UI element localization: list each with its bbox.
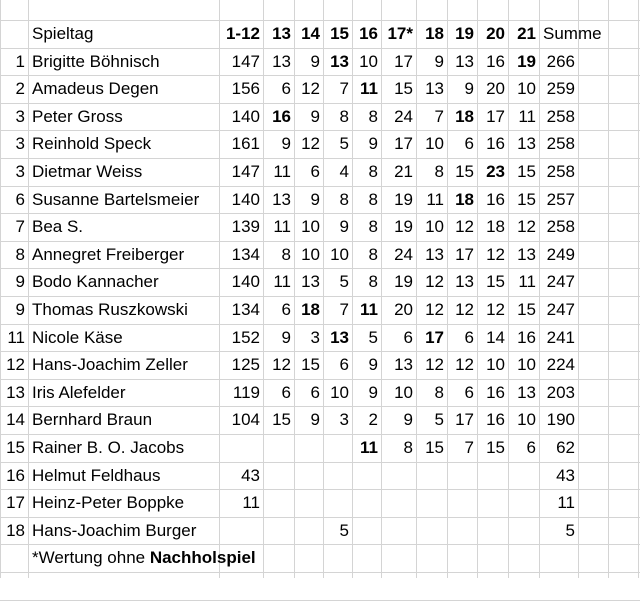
sum-cell: 249 [546, 245, 575, 264]
score-cell [508, 462, 539, 489]
score-cell: 3 [310, 328, 320, 347]
score-cell: 8 [368, 245, 378, 264]
score-cell: 134 [231, 300, 260, 319]
score-cell [381, 489, 416, 516]
header-col-2: 14 [301, 24, 320, 43]
score-cell: 6 [281, 300, 291, 319]
player-name: Bea S. [32, 217, 84, 236]
score-cell: 13 [517, 383, 536, 402]
score-cell: 14 [486, 328, 505, 347]
score-cell: 17 [394, 134, 413, 153]
score-cell: 24 [394, 107, 413, 126]
score-cell: 12 [517, 217, 536, 236]
sum-cell: 241 [546, 328, 575, 347]
score-cell [263, 434, 294, 461]
score-cell: 11 [360, 300, 378, 319]
score-cell: 7 [464, 438, 474, 457]
score-cell [477, 489, 508, 516]
score-cell: 24 [394, 245, 413, 264]
score-cell: 12 [425, 300, 444, 319]
sum-cell: 258 [546, 134, 575, 153]
score-cell: 9 [403, 410, 413, 429]
score-cell: 147 [231, 52, 260, 71]
score-cell: 140 [231, 107, 260, 126]
score-cell: 12 [425, 272, 444, 291]
score-cell: 12 [486, 245, 505, 264]
score-cell: 12 [425, 355, 444, 374]
score-cell: 8 [339, 190, 349, 209]
header-col-5: 17* [387, 24, 413, 43]
score-cell: 13 [272, 190, 291, 209]
score-cell: 16 [517, 328, 536, 347]
score-cell: 13 [455, 52, 474, 71]
score-cell: 15 [486, 438, 505, 457]
score-cell: 10 [425, 134, 444, 153]
score-cell: 13 [272, 52, 291, 71]
sum-cell: 257 [546, 190, 575, 209]
rank-cell: 14 [6, 410, 25, 429]
score-cell [477, 462, 508, 489]
score-cell: 12 [301, 79, 320, 98]
sum-cell: 203 [546, 383, 575, 402]
score-cell: 11 [273, 162, 291, 181]
score-cell: 8 [434, 383, 444, 402]
score-cell: 10 [330, 383, 349, 402]
score-cell: 10 [359, 52, 378, 71]
score-cell: 21 [394, 162, 413, 181]
score-cell: 5 [434, 410, 444, 429]
player-name: Peter Gross [32, 107, 123, 126]
player-name: Susanne Bartelsmeier [32, 190, 200, 209]
score-cell [416, 462, 447, 489]
score-cell [219, 517, 263, 544]
score-cell: 10 [394, 383, 413, 402]
score-cell: 9 [281, 328, 291, 347]
score-cell: 6 [464, 134, 474, 153]
player-name: Dietmar Weiss [32, 162, 143, 181]
score-cell: 17 [394, 52, 413, 71]
score-cell: 9 [368, 355, 378, 374]
score-cell: 161 [231, 134, 260, 153]
score-cell [381, 517, 416, 544]
score-cell: 8 [368, 190, 378, 209]
score-cell: 15 [517, 190, 536, 209]
score-cell: 10 [330, 245, 349, 264]
score-cell: 11 [273, 272, 291, 291]
footnote-text: *Wertung ohne [32, 548, 150, 567]
score-cell: 12 [272, 355, 291, 374]
score-cell: 156 [231, 79, 260, 98]
score-cell: 11 [518, 107, 536, 126]
rank-cell: 16 [6, 466, 25, 485]
score-cell: 7 [339, 300, 349, 319]
sum-cell: 247 [546, 300, 575, 319]
score-cell: 13 [330, 52, 349, 71]
score-cell: 8 [281, 245, 291, 264]
score-cell: 17 [455, 410, 474, 429]
rank-cell: 3 [15, 162, 25, 181]
rank-cell: 13 [6, 383, 25, 402]
sum-cell: 43 [556, 466, 575, 485]
sum-cell: 11 [557, 493, 575, 512]
score-cell: 6 [281, 79, 291, 98]
score-cell: 12 [455, 300, 474, 319]
header-summe: Summe [543, 24, 602, 43]
score-cell [477, 517, 508, 544]
score-cell [263, 462, 294, 489]
score-cell: 16 [486, 134, 505, 153]
score-cell: 13 [394, 355, 413, 374]
sum-cell: 5 [565, 521, 575, 540]
score-cell: 13 [455, 272, 474, 291]
score-cell: 16 [486, 410, 505, 429]
grid-line [578, 0, 579, 578]
score-cell: 20 [486, 79, 505, 98]
score-cell [447, 489, 477, 516]
rank-cell: 3 [15, 134, 25, 153]
score-cell: 104 [231, 410, 260, 429]
score-cell: 8 [339, 107, 349, 126]
score-cell: 8 [368, 217, 378, 236]
score-cell: 13 [330, 328, 349, 347]
score-cell: 8 [434, 162, 444, 181]
score-cell [323, 462, 352, 489]
score-cell: 20 [394, 300, 413, 319]
rank-cell: 15 [6, 438, 25, 457]
header-col-9: 21 [517, 24, 536, 43]
score-cell [447, 517, 477, 544]
score-cell: 7 [339, 79, 349, 98]
score-cell: 6 [281, 383, 291, 402]
player-name: Reinhold Speck [32, 134, 152, 153]
score-cell: 18 [455, 190, 474, 209]
score-cell [263, 517, 294, 544]
score-cell: 6 [310, 383, 320, 402]
score-cell [294, 462, 323, 489]
score-cell: 6 [339, 355, 349, 374]
score-cell [381, 462, 416, 489]
player-name: Helmut Feldhaus [32, 466, 161, 485]
score-cell: 9 [368, 134, 378, 153]
sum-cell: 259 [546, 79, 575, 98]
score-cell: 13 [425, 79, 444, 98]
score-cell: 15 [517, 162, 536, 181]
score-cell [294, 489, 323, 516]
score-cell: 13 [301, 272, 320, 291]
rank-cell: 11 [7, 328, 25, 347]
grid-line [608, 0, 609, 578]
score-cell: 12 [455, 355, 474, 374]
score-cell: 9 [281, 134, 291, 153]
grid-line [0, 572, 640, 573]
score-cell: 7 [434, 107, 444, 126]
score-cell: 10 [517, 355, 536, 374]
score-cell: 15 [517, 300, 536, 319]
score-cell: 16 [486, 383, 505, 402]
score-cell: 15 [486, 272, 505, 291]
score-cell: 9 [310, 410, 320, 429]
rank-cell: 3 [15, 107, 25, 126]
rank-cell: 6 [15, 190, 25, 209]
rank-cell: 9 [15, 300, 25, 319]
score-cell [447, 462, 477, 489]
score-cell: 11 [360, 79, 378, 98]
score-cell: 19 [517, 52, 536, 71]
score-cell: 9 [310, 190, 320, 209]
score-cell: 15 [425, 438, 444, 457]
footnote-bold-text: Nachholspiel [149, 548, 256, 567]
score-cell: 6 [464, 328, 474, 347]
score-cell: 6 [464, 383, 474, 402]
score-cell: 9 [310, 107, 320, 126]
score-cell [323, 434, 352, 461]
sum-cell: 247 [546, 272, 575, 291]
player-name: Thomas Ruszkowski [32, 300, 188, 319]
rank-cell: 2 [15, 79, 25, 98]
score-cell: 8 [368, 162, 378, 181]
rank-cell: 8 [15, 245, 25, 264]
score-cell: 6 [403, 328, 413, 347]
score-cell: 19 [394, 217, 413, 236]
score-cell: 152 [231, 328, 260, 347]
score-cell: 16 [486, 190, 505, 209]
score-cell: 18 [486, 217, 505, 236]
score-cell: 43 [241, 466, 260, 485]
rank-cell: 18 [6, 521, 25, 540]
score-cell: 11 [518, 272, 536, 291]
header-col-4: 16 [359, 24, 378, 43]
header-col-8: 20 [486, 24, 505, 43]
score-cell [294, 517, 323, 544]
score-cell: 4 [339, 162, 349, 181]
player-name: Hans-Joachim Zeller [32, 355, 188, 374]
score-cell: 2 [368, 410, 378, 429]
score-cell: 5 [339, 134, 349, 153]
score-cell: 16 [272, 107, 291, 126]
header-col-3: 15 [330, 24, 349, 43]
score-cell [416, 489, 447, 516]
score-cell: 8 [403, 438, 413, 457]
score-cell: 12 [455, 217, 474, 236]
score-cell: 8 [368, 272, 378, 291]
score-cell [352, 489, 381, 516]
score-cell: 12 [486, 300, 505, 319]
score-cell: 10 [301, 245, 320, 264]
score-cell: 125 [231, 355, 260, 374]
score-cell: 11 [360, 438, 378, 457]
score-cell: 6 [526, 438, 536, 457]
score-cell: 18 [301, 300, 320, 319]
sum-cell: 190 [546, 410, 575, 429]
score-cell [323, 489, 352, 516]
score-cell: 10 [301, 217, 320, 236]
score-cell: 17 [425, 328, 444, 347]
score-cell [352, 462, 381, 489]
score-cell: 11 [273, 217, 291, 236]
sum-cell: 258 [546, 162, 575, 181]
player-name: Rainer B. O. Jacobs [32, 438, 185, 457]
player-name: Bernhard Braun [32, 410, 153, 429]
score-cell: 5 [339, 521, 349, 540]
rank-cell: 7 [15, 217, 25, 236]
score-cell: 9 [339, 217, 349, 236]
score-cell: 134 [231, 245, 260, 264]
score-cell: 18 [455, 107, 474, 126]
score-cell: 140 [231, 272, 260, 291]
score-cell: 15 [394, 79, 413, 98]
sum-cell: 258 [546, 107, 575, 126]
score-cell: 140 [231, 190, 260, 209]
header-col-1: 13 [272, 24, 291, 43]
score-cell: 147 [231, 162, 260, 181]
score-cell: 10 [517, 79, 536, 98]
score-cell: 10 [517, 410, 536, 429]
score-cell [508, 517, 539, 544]
score-cell: 5 [339, 272, 349, 291]
score-cell: 9 [464, 79, 474, 98]
sum-cell: 62 [556, 438, 575, 457]
score-cell: 23 [486, 162, 505, 181]
player-name: Nicole Käse [32, 328, 123, 347]
score-cell [294, 434, 323, 461]
player-name: Annegret Freiberger [32, 245, 185, 264]
score-cell: 12 [301, 134, 320, 153]
rank-cell: 9 [15, 272, 25, 291]
score-cell [219, 434, 263, 461]
rank-cell: 1 [15, 52, 25, 71]
player-name: Hans-Joachim Burger [32, 521, 197, 540]
score-cell: 15 [272, 410, 291, 429]
score-cell: 139 [231, 217, 260, 236]
sum-cell: 258 [546, 217, 575, 236]
header-col-0: 1-12 [225, 24, 260, 43]
score-cell: 13 [517, 134, 536, 153]
sum-cell: 224 [546, 355, 575, 374]
score-cell: 5 [368, 328, 378, 347]
score-cell: 13 [425, 245, 444, 264]
score-cell: 6 [310, 162, 320, 181]
score-cell: 19 [394, 272, 413, 291]
score-cell [508, 489, 539, 516]
score-cell [416, 517, 447, 544]
score-cell: 15 [455, 162, 474, 181]
score-cell: 3 [339, 410, 349, 429]
player-name: Heinz-Peter Boppke [32, 493, 185, 512]
score-cell: 9 [310, 52, 320, 71]
score-cell: 119 [232, 383, 260, 402]
score-cell: 19 [394, 190, 413, 209]
header-spieltag: Spieltag [32, 24, 94, 43]
score-cell: 11 [242, 493, 260, 512]
score-cell [352, 517, 381, 544]
score-cell: 15 [301, 355, 320, 374]
rank-cell: 17 [6, 493, 25, 512]
sum-cell: 266 [546, 52, 575, 71]
score-cell: 9 [368, 383, 378, 402]
player-name: Brigitte Böhnisch [32, 52, 160, 71]
score-cell: 9 [434, 52, 444, 71]
score-cell [263, 489, 294, 516]
header-col-7: 19 [455, 24, 474, 43]
header-col-6: 18 [425, 24, 444, 43]
footnote [28, 544, 378, 571]
grid-line [638, 0, 639, 578]
score-cell: 13 [517, 245, 536, 264]
score-cell: 10 [486, 355, 505, 374]
player-name: Iris Alefelder [32, 383, 126, 402]
player-name: Amadeus Degen [32, 79, 159, 98]
score-cell: 17 [486, 107, 505, 126]
score-cell: 11 [426, 190, 444, 209]
rank-cell: 12 [6, 355, 25, 374]
score-cell: 17 [455, 245, 474, 264]
player-name: Bodo Kannacher [32, 272, 159, 291]
score-cell: 16 [486, 52, 505, 71]
score-cell: 10 [425, 217, 444, 236]
score-cell: 8 [368, 107, 378, 126]
